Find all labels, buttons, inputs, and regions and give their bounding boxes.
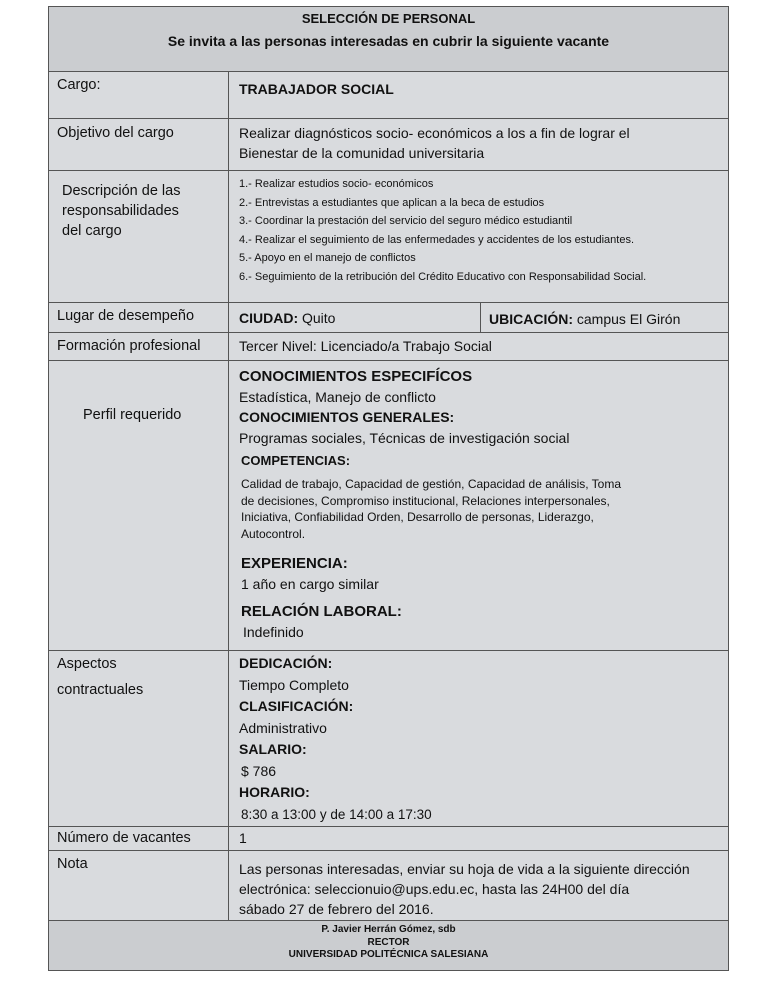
cargo-value: TRABAJADOR SOCIAL xyxy=(239,81,394,97)
descripcion-label xyxy=(49,171,229,302)
list-item: 4.- Realizar el seguimiento de las enfermedades y accidentes de los estudiantes. xyxy=(239,233,635,246)
clasificacion-value: Administrativo xyxy=(239,719,327,736)
dedicacion-value: Tiempo Completo xyxy=(239,676,349,693)
competencias-line-1: Calidad de trabajo, Capacidad de gestión, Capacidad de análisis, Toma xyxy=(241,477,622,491)
row-formacion xyxy=(49,333,728,361)
posting-title: SELECCIÓN DE PERSONAL xyxy=(301,11,476,26)
competencias-line-4: Autocontrol. xyxy=(241,526,306,541)
descripcion-label-line-1: Descripción de las xyxy=(62,183,181,199)
especificos-value: Estadística, Manejo de conflicto xyxy=(239,389,436,405)
descripcion-label-line-2: responsabilidades xyxy=(62,203,179,219)
signatory-name: P. Javier Herrán Gómez, sdb xyxy=(321,924,456,935)
competencias-line-3: Iniciativa, Confiabilidad Orden, Desarrollo de personas, Liderazgo, xyxy=(241,510,594,524)
horario-title: HORARIO: xyxy=(239,784,310,800)
objetivo-line-2: Bienestar de la comunidad universitaria xyxy=(239,145,485,161)
objetivo-line-1: Realizar diagnósticos socio- económicos a los a fin de lograr el xyxy=(239,125,630,141)
row-vacantes xyxy=(49,827,728,851)
list-item: 3.- Coordinar la prestación del servicio del seguro médico estudiantil xyxy=(239,215,573,227)
experiencia-value: 1 año en cargo similar xyxy=(241,576,379,592)
formacion-label: Formación profesional xyxy=(49,333,229,360)
posting-header xyxy=(49,7,728,72)
generales-value: Programas sociales, Técnicas de investigación social xyxy=(239,430,570,446)
especificos-title: CONOCIMIENTOS ESPECIFÍCOS xyxy=(239,368,473,385)
cargo-label: Cargo: xyxy=(49,71,229,118)
generales-title: CONOCIMIENTOS GENERALES: xyxy=(239,409,455,425)
perfil-value xyxy=(229,361,728,650)
nota-label: Nota xyxy=(49,851,229,921)
lugar-divider xyxy=(480,303,481,332)
clasificacion-title: CLASIFICACIÓN: xyxy=(239,698,354,714)
nota-line-2: electrónica: seleccionuio@ups.edu.ec, hasta las 24H00 del día xyxy=(239,881,630,897)
ubicacion-value: campus El Girón xyxy=(576,311,681,327)
formacion-value: Tercer Nivel: Licenciado/a Trabajo Social xyxy=(239,338,492,354)
aspectos-label-line-2: contractuales xyxy=(57,682,144,698)
experiencia-title: EXPERIENCIA: xyxy=(241,555,348,572)
signatory-role: RECTOR xyxy=(367,936,410,948)
row-lugar xyxy=(49,303,728,333)
aspectos-label xyxy=(49,651,229,826)
competencias-text xyxy=(239,474,718,542)
aspectos-value xyxy=(229,651,728,826)
row-aspectos xyxy=(49,651,728,827)
objetivo-value xyxy=(229,119,728,170)
row-objetivo xyxy=(49,119,728,171)
descripcion-list xyxy=(229,171,728,302)
nota-line-3: sábado 27 de febrero del 2016. xyxy=(239,901,434,917)
relacion-title: RELACIÓN LABORAL: xyxy=(241,603,402,620)
row-nota xyxy=(49,851,728,921)
descripcion-label-line-3: del cargo xyxy=(62,223,122,239)
ubicacion-group xyxy=(489,309,680,329)
ciudad-value: Quito xyxy=(302,310,336,326)
salario-title: SALARIO: xyxy=(239,741,307,757)
list-item: 6.- Seguimiento de la retribución del Crédito Educativo con Responsabilidad Social. xyxy=(239,270,647,283)
vacantes-label: Número de vacantes xyxy=(49,827,229,850)
vacantes-value: 1 xyxy=(239,830,247,846)
list-item: 2.- Entrevistas a estudiantes que aplican a la beca de estudios xyxy=(239,196,545,209)
signature-footer xyxy=(49,920,728,970)
institution-name: UNIVERSIDAD POLITÉCNICA SALESIANA xyxy=(288,949,489,960)
nota-value xyxy=(229,851,728,921)
perfil-label: Perfil requerido xyxy=(49,361,229,650)
nota-line-1: Las personas interesadas, enviar su hoja de vida a la siguiente dirección xyxy=(239,861,690,877)
ubicacion-label: UBICACIÓN: xyxy=(489,311,573,327)
lugar-value xyxy=(229,303,728,332)
job-posting-document xyxy=(48,6,729,971)
list-item: 1.- Realizar estudios socio- económicos xyxy=(239,178,434,190)
salario-value: $ 786 xyxy=(241,762,277,779)
posting-subtitle: Se invita a las personas interesadas en cubrir la siguiente vacante xyxy=(167,33,610,49)
relacion-value: Indefinido xyxy=(243,624,304,640)
competencias-title: COMPETENCIAS: xyxy=(241,453,351,468)
competencias-line-2: de decisiones, Compromiso institucional, Relaciones interpersonales, xyxy=(241,493,610,508)
objetivo-label: Objetivo del cargo xyxy=(49,119,229,170)
horario-value: 8:30 a 13:00 y de 14:00 a 17:30 xyxy=(241,806,432,822)
dedicacion-title: DEDICACIÓN: xyxy=(239,655,333,671)
ciudad-label: CIUDAD: xyxy=(239,310,299,326)
row-perfil xyxy=(49,361,728,651)
list-item: 5.- Apoyo en el manejo de conflictos xyxy=(239,252,416,264)
aspectos-label-line-1: Aspectos xyxy=(57,656,117,672)
row-cargo xyxy=(49,71,728,119)
row-descripcion xyxy=(49,171,728,303)
lugar-label: Lugar de desempeño xyxy=(49,303,229,332)
